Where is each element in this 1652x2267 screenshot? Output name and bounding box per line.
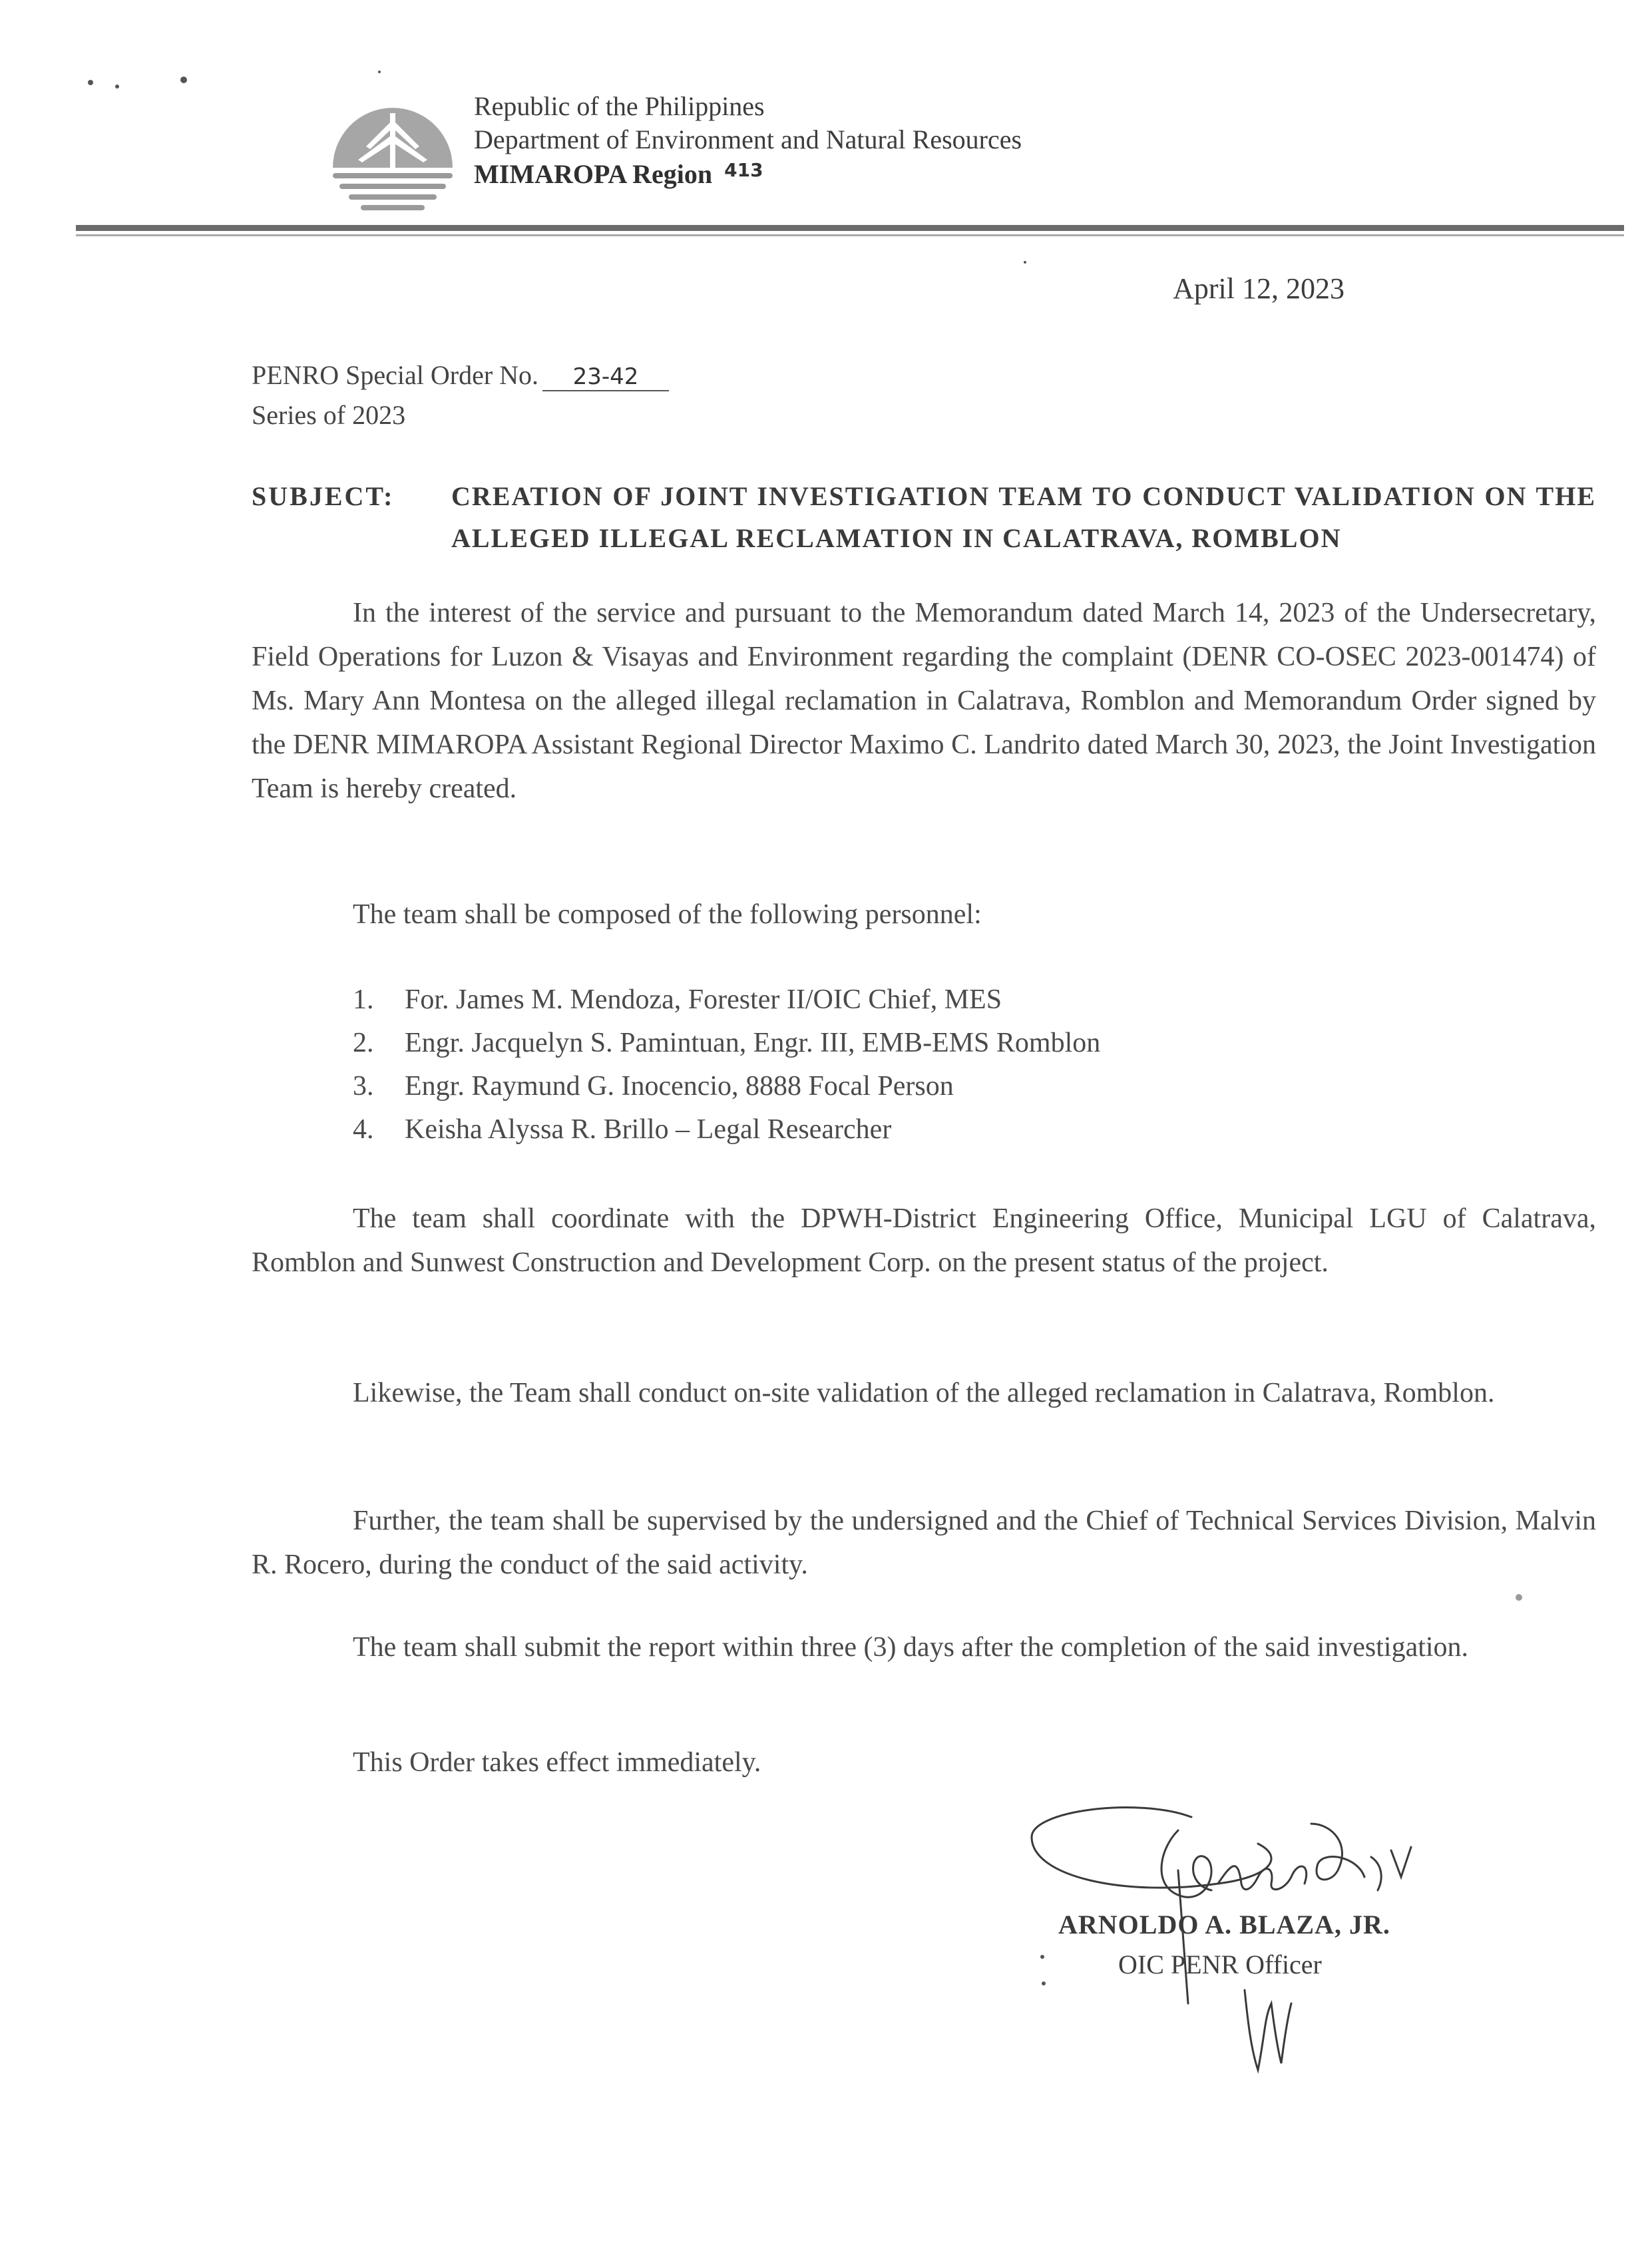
list-item: 2. Engr. Jacquelyn S. Pamintuan, Engr. III, EMB-EMS Romblon [353, 1028, 1101, 1058]
paragraph-intro: In the interest of the service and pursuant to the Memorandum dated March 14, 2023 of the Undersecretary, Field Operations for Luzon & Visayas and Environment regarding the complaint (DENR CO-OSEC 2023-001474) of Ms. Mary Ann Montesa on the alleged illegal reclamation in Calatrava, Romblon and Memorandum Order signed by the DENR MIMAROPA Assistant Regional Director Maximo C. Landrito dated March 30, 2023, the Joint Investigation Team is hereby created. [252, 598, 1596, 804]
closing-line: This Order takes effect immediately. [353, 1747, 761, 1778]
list-item: 3. Engr. Raymund G. Inocencio, 8888 Focal Person [353, 1071, 954, 1102]
special-order-line [252, 359, 669, 391]
signatory-name: ARNOLDO A. BLAZA, JR. [1058, 1910, 1390, 1940]
team-intro: The team shall be composed of the following personnel: [353, 899, 982, 930]
denr-logo [326, 93, 459, 220]
header-divider [76, 225, 1624, 231]
personnel-list [353, 978, 1100, 1151]
special-order-label: PENRO Special Order No. [252, 360, 539, 390]
region-name: MIMAROPA Region [474, 159, 713, 189]
signature-scribble [1018, 1784, 1444, 2097]
paragraph-report: The team shall submit the report within three (3) days after the completion of the said investigation. [353, 1632, 1469, 1663]
header-divider-thin [76, 234, 1624, 236]
subject-text: CREATION OF JOINT INVESTIGATION TEAM TO CONDUCT VALIDATION ON THE ALLEGED ILLEGAL RECLAMATION IN CALATRAVA, ROMBLON [451, 481, 1596, 553]
special-order-number: 23-42 [542, 363, 669, 391]
signatory-title: OIC PENR Officer [1118, 1950, 1322, 1979]
subject-label: SUBJECT: [252, 481, 395, 511]
handwritten-note: 413 [724, 159, 763, 181]
paragraph-supervision: Further, the team shall be supervised by the undersigned and the Chief of Technical Services Division, Malvin R. Rocero, during the conduct of the said activity. [252, 1506, 1596, 1580]
letterhead-republic: Republic of the Philippines [474, 91, 765, 121]
document-date: April 12, 2023 [1173, 272, 1344, 305]
paragraph-validation: Likewise, the Team shall conduct on-site validation of the alleged reclamation in Calatrava, Romblon. [353, 1378, 1495, 1408]
letterhead-region [474, 158, 763, 190]
letterhead-department: Department of Environment and Natural Resources [474, 124, 1022, 154]
list-item: 1. For. James M. Mendoza, Forester II/OIC Chief, MES [353, 984, 1002, 1015]
list-item: 4. Keisha Alyssa R. Brillo – Legal Researcher [353, 1114, 892, 1145]
paragraph-coordination: The team shall coordinate with the DPWH-District Engineering Office, Municipal LGU of Calatrava, Romblon and Sunwest Construction and Development Corp. on the present status of the project. [252, 1203, 1596, 1278]
series-line: Series of 2023 [252, 400, 406, 430]
